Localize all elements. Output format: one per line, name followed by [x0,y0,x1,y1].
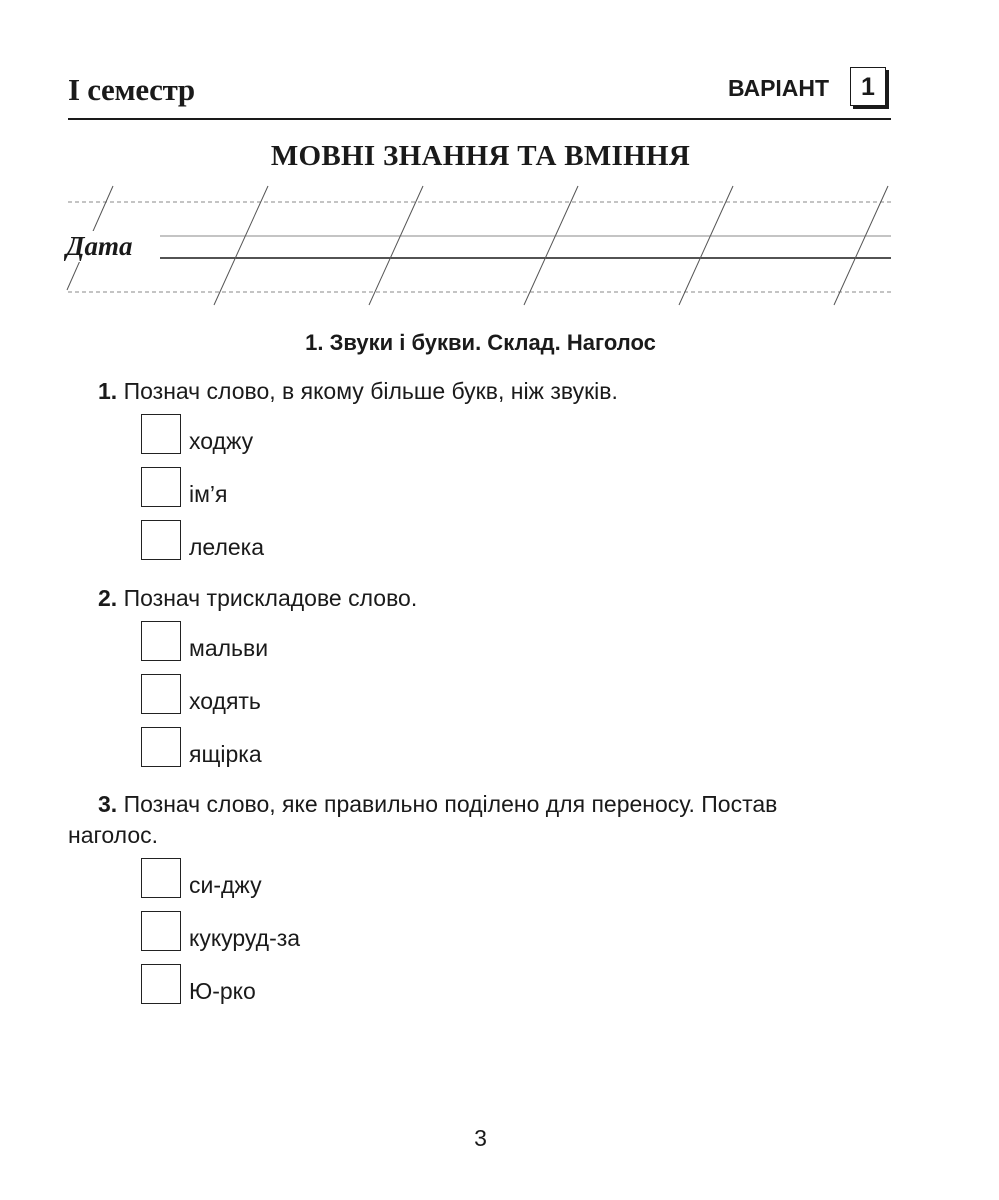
date-label: Дата [66,231,136,262]
answer-checkbox[interactable] [141,964,181,1004]
task-2-text: Познач трискладове слово. [123,585,418,611]
option-label: ім’я [189,481,228,507]
page-number: 3 [474,1125,487,1151]
header-rule [68,118,891,120]
task-1-prompt [98,376,618,407]
option-label: мальви [189,635,269,661]
task-3-number: 3. [98,791,118,817]
task-3-text: Познач слово, яке правильно поділено для переносу. Постав [123,791,778,817]
answer-checkbox[interactable] [141,911,181,951]
option-label: си-джу [189,872,262,898]
task-1-number: 1. [98,378,118,404]
answer-checkbox[interactable] [141,414,181,454]
option-label: ящірка [189,741,262,767]
option-label: ходжу [189,428,254,454]
task-2-prompt [98,583,417,614]
answer-checkbox[interactable] [141,674,181,714]
option-label: кукуруд-за [189,925,301,951]
answer-checkbox[interactable] [141,858,181,898]
section-title: 1. Звуки і букви. Склад. Наголос [305,330,656,355]
task-3-prompt [98,789,893,820]
task-1-text: Познач слово, в якому більше букв, ніж звуків. [123,378,618,404]
handwriting-grid [0,180,999,310]
option-label: Ю-рко [189,978,256,1004]
page-title: МОВНІ ЗНАННЯ ТА ВМІННЯ [270,140,691,172]
answer-checkbox[interactable] [141,727,181,767]
option-label: лелека [189,534,265,560]
variant-number-box: 1 [850,67,886,106]
semester-heading: I семестр [68,72,195,107]
option-label: ходять [189,688,261,714]
task-3-text-continued: наголос. [68,822,159,848]
answer-checkbox[interactable] [141,621,181,661]
variant-label: ВАРІАНТ [728,75,830,101]
task-2-number: 2. [98,585,118,611]
answer-checkbox[interactable] [141,520,181,560]
answer-checkbox[interactable] [141,467,181,507]
